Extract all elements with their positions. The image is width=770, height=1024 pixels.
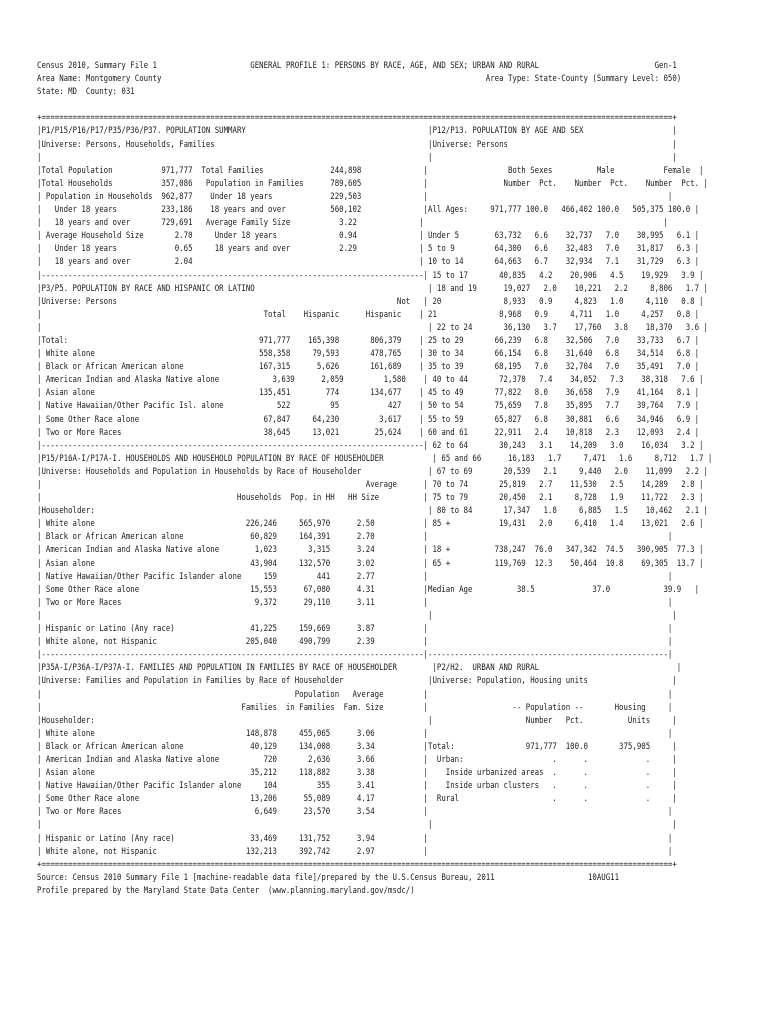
body-line: | Asian alone 43,904 132,570 3.02 | 65 + 119,769 12.3 50,464 10.8 69,305 13.7 |: [37, 558, 704, 569]
body-line: | White alone 148,878 455,065 3.06 | |: [37, 728, 673, 739]
body-line: |Total: 971,777 165,398 806,379 | 25 to 29 66,239 6.8 32,506 7.0 33,733 6.7 |: [37, 335, 700, 346]
body-line: | Population in Households 962,877 Under 18 years 229,503 | |: [37, 191, 673, 202]
body-line: | Total Hispanic Hispanic | 21 8,968 0.9 4,711 1.0 4,257 0.8 |: [37, 309, 700, 320]
census-profile-text: [37, 60, 712, 898]
body-line: | Average Household Size 2.70 Under 18 years 0.94 | Under 5 63,732 6.6 32,737 7.0 30,995 6.1 |: [37, 231, 700, 242]
body-line: | Households Pop. in HH HH Size | 75 to 79 20,450 2.1 8,728 1.9 11,722 2.3 |: [37, 493, 704, 504]
body-line: |Householder: | 80 to 84 17,347 1.8 6,885 1.5 10,462 2.1 |: [37, 506, 708, 517]
body-line: | 18 years and over 729,691 Average Family Size 3.22 | |: [37, 218, 668, 229]
body-line: |Total Population 971,777 Total Families 244,898 | Both Sexes Male Female |: [37, 165, 704, 176]
header-line-1: Census 2010, Summary File 1 GENERAL PROFILE 1: PERSONS BY RACE, AGE, AND SEX; URBAN AND RURAL Gen-1: [37, 61, 677, 71]
body-line: | Population Average | |: [37, 689, 673, 700]
body-line: | Some Other Race alone 67,847 64,230 3,617 | 55 to 59 65,827 6.8 30,881 6.6 34,946 6.9 |: [37, 414, 700, 425]
body-line: | Hispanic or Latino (Any race) 33,469 131,752 3.94 | |: [37, 833, 673, 844]
body-line: |Universe: Persons Not | 20 8,933 0.9 4,823 1.0 4,110 0.8 |: [37, 296, 704, 307]
section-divider: |--------------------------------------------------------------------------------------|------------------------------------------------------|: [37, 650, 673, 661]
body-line: | American Indian and Alaska Native alone 720 2,636 3.66 | Urban: . . . |: [37, 754, 677, 765]
body-line: | Two or More Races 9,372 29,110 3.11 | |: [37, 597, 673, 608]
body-line: |Universe: Persons, Households, Families |Universe: Persons |: [37, 139, 677, 150]
body-line: | Average | 70 to 74 25,819 2.7 11,530 2.5 14,289 2.8 |: [37, 480, 704, 490]
section-title-race-hispanic: |P3/P5. POPULATION BY RACE AND HISPANIC OR LATINO | 18 and 19 19,027 2.0 10,221 2.2 8,806 1.7 |: [37, 283, 708, 294]
header-line-2: Area Name: Montgomery County Area Type: State-County (Summary Level: 050): [37, 74, 682, 85]
body-line: | Families in Families Fam. Size | -- Population -- Housing |: [37, 702, 673, 713]
body-line: | White alone 558,358 79,593 478,765 | 30 to 34 66,154 6.8 31,640 6.8 34,514 6.8 |: [37, 349, 700, 360]
section-title-families: |P35A-I/P36A-I/P37A-I. FAMILIES AND POPULATION IN FAMILIES BY RACE OF HOUSEHOLDER |P2/H2. URBAN AND RURAL |: [37, 663, 682, 674]
section-title-households: |P15/P16A-I/P17A-I. HOUSEHOLDS AND HOUSEHOLD POPULATION BY RACE OF HOUSEHOLDER | 65 and 66 16,183 1.7 7,471 1.6 8,712 1.7 |: [37, 453, 713, 464]
body-line: |Universe: Households and Population in Households by Race of Householder | 67 to 69 20,539 2.1 9,440 2.0 11,099 2.2 |: [37, 466, 708, 477]
body-line: |Total Households 357,086 Population in Families 789,605 | Number Pct. Number Pct. Number Pct. |: [37, 178, 708, 189]
body-line: |Universe: Families and Population in Families by Race of Householder |Universe: Population, Housing units |: [37, 676, 677, 687]
body-line: | Asian alone 35,212 118,882 3.38 | Inside urbanized areas . . . |: [37, 768, 677, 779]
body-line: | 18 years and over 2.04 | 10 to 14 64,663 6.7 32,934 7.1 31,729 6.3 |: [37, 257, 700, 268]
body-line: | Some Other Race alone 13,206 55,089 4.17 | Rural . . . |: [37, 794, 677, 805]
body-line: | Under 18 years 233,186 18 years and over 560,102 |All Ages: 971,777 100.0 466,402 100.0 505,375 100.0 |: [37, 205, 700, 216]
body-line: | White alone, not Hispanic 205,040 490,799 2.39 | |: [37, 637, 673, 648]
body-line: | Hispanic or Latino (Any race) 41,225 159,669 3.87 | |: [37, 624, 673, 635]
body-line: | Black or African American alone 40,129 134,008 3.34 |Total: 971,777 100.0 375,905 |: [37, 741, 677, 752]
body-line: | Two or More Races 38,645 13,021 25,624 | 60 and 61 22,911 2.4 10,818 2.3 12,093 2.4 |: [37, 427, 700, 438]
body-line: | Asian alone 135,451 774 134,677 | 45 to 49 77,822 8.0 36,658 7.9 41,164 8.1 |: [37, 388, 700, 399]
body-line: | | |: [37, 610, 677, 621]
table-top-border: +==============================================================================================================================================+: [37, 113, 677, 124]
body-line: | Black or African American alone 60,829 164,391 2.70 | |: [37, 532, 673, 543]
body-line: | Two or More Races 6,649 23,570 3.54 | |: [37, 807, 673, 818]
body-line: | Black or African American alone 167,315 5,626 161,689 | 35 to 39 68,195 7.0 32,704 7.0 35,491 7.0 |: [37, 362, 700, 373]
source-note: Source: Census 2010 Summary File 1 [machine-readable data file]/prepared by the U.S.Census Bureau, 2011 10AUG11: [37, 872, 620, 883]
body-line: | White alone 226,246 565,970 2.50 | 85 + 19,431 2.0 6,410 1.4 13,021 2.6 |: [37, 519, 704, 530]
body-line: | Some Other Race alone 15,553 67,080 4.31 |Median Age 38.5 37.0 39.9 |: [37, 584, 700, 595]
body-line: | American Indian and Alaska Native alone 3,639 2,059 1,580 | 40 to 44 72,370 7.4 34,052 7.3 38,318 7.6 |: [37, 375, 704, 386]
prepared-by-note: Profile prepared by the Maryland State Data Center (www.planning.maryland.gov/msdc/): [37, 885, 415, 896]
table-bottom-border: +==============================================================================================================================================+: [37, 859, 677, 870]
section-title-population-summary: |P1/P15/P16/P17/P35/P36/P37. POPULATION SUMMARY |P12/P13. POPULATION BY AGE AND SEX |: [37, 126, 677, 137]
header-line-3: State: MD County: 031: [37, 87, 135, 98]
body-line: | Under 18 years 0.65 18 years and over 2.29 | 5 to 9 64,300 6.6 32,483 7.0 31,817 6.3 |: [37, 244, 700, 255]
section-divider: |--------------------------------------------------------------------------------------| 15 to 17 40,835 4.2 20,906 4.5 19,929 3.9 |: [37, 270, 704, 281]
body-line: | | |: [37, 152, 677, 163]
body-line: | Native Hawaiian/Other Pacific Islander alone 159 441 2.77 | |: [37, 571, 673, 582]
body-line: |Householder: | Number Pct. Units |: [37, 715, 677, 726]
body-line: | | |: [37, 820, 677, 831]
body-line: | White alone, not Hispanic 132,213 392,742 2.97 | |: [37, 846, 673, 857]
section-divider: |--------------------------------------------------------------------------------------| 62 to 64 30,243 3.1 14,209 3.0 16,034 3.2 |: [37, 440, 704, 451]
body-line: | Native Hawaiian/Other Pacific Isl. alone 522 95 427 | 50 to 54 75,659 7.8 35,895 7.7 39,764 7.9 |: [37, 401, 700, 412]
body-line: | American Indian and Alaska Native alone 1,023 3,315 3.24 | 18 + 738,247 76.0 347,342 74.5 390,905 77.3 |: [37, 545, 704, 556]
body-line: | Native Hawaiian/Other Pacific Islander alone 104 355 3.41 | Inside urban clusters . . . |: [37, 781, 677, 792]
body-line: | | 22 to 24 36,130 3.7 17,760 3.8 18,370 3.6 |: [37, 322, 708, 333]
